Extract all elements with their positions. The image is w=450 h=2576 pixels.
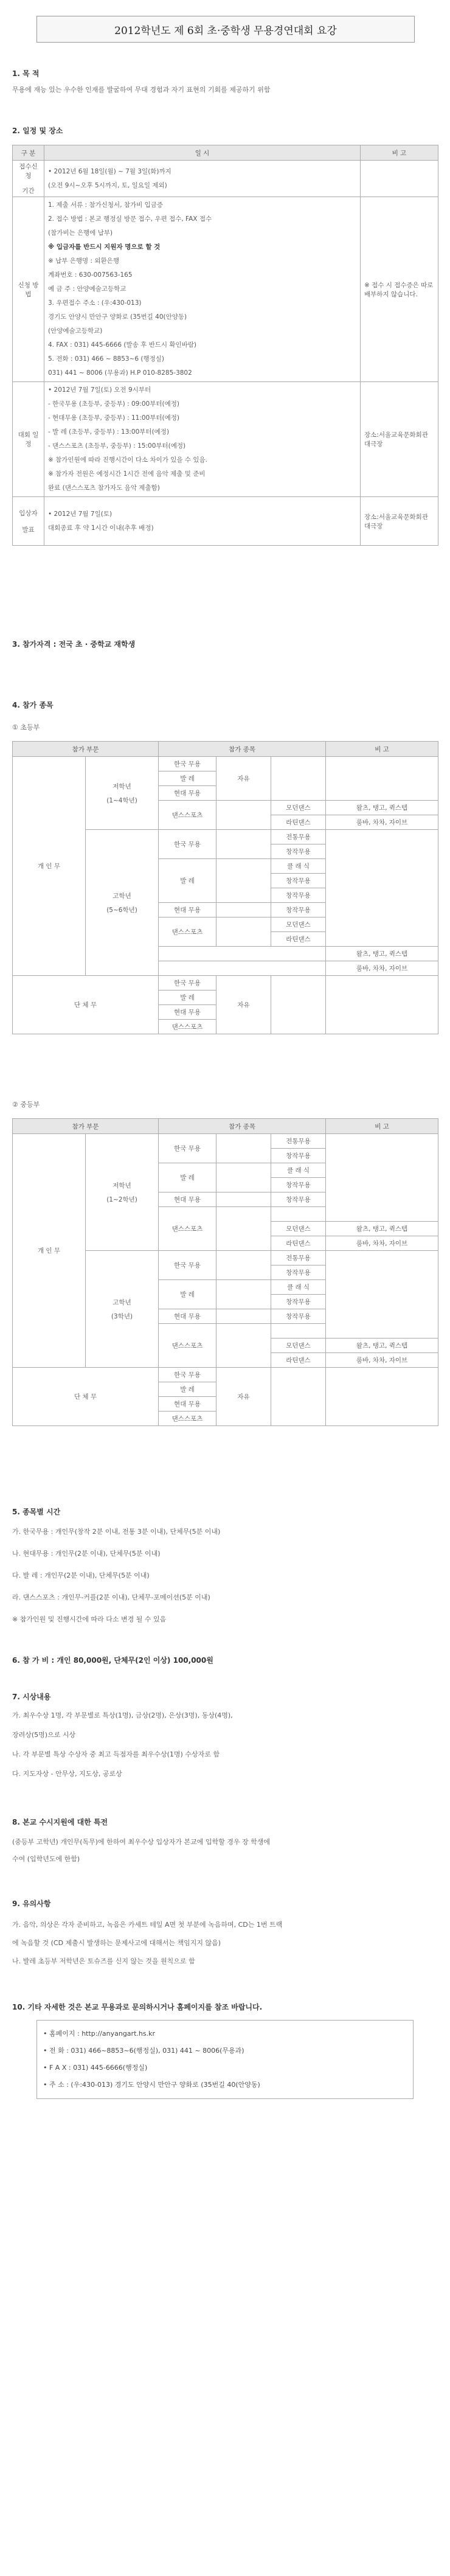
header-division: 참가 부문 xyxy=(13,742,159,757)
event-cell: 발 레 xyxy=(159,1382,216,1397)
elementary-label: ① 초등부 xyxy=(12,723,40,731)
line: 라. 댄스스포츠 : 개인무-커플(2분 이내), 단체무-포메이션(5분 이내) xyxy=(12,1593,210,1601)
event-type: 모던댄스 xyxy=(271,1338,326,1353)
event-type: 모던댄스 xyxy=(271,801,326,815)
section-4-heading: 4. 참가 종목 xyxy=(12,701,54,709)
note-cell: 왈츠, 탱고, 퀵스텝 xyxy=(326,1338,438,1353)
event-type: 창작무용 xyxy=(271,1265,326,1280)
line: ※ 참가인원에 따라 진행시간이 다소 차이가 있을 수 있음. xyxy=(48,456,207,464)
section-6-heading: 6. 참 가 비 : 개인 80,000원, 단체무(2인 이상) 100,000원 xyxy=(12,1656,213,1665)
event-cell: 발 레 xyxy=(159,859,216,903)
header-event: 참가 종목 xyxy=(159,1119,326,1134)
header-category: 구 분 xyxy=(13,145,44,161)
row-label-line: 접수신청 xyxy=(19,163,38,179)
row-note: 장소:서울교육문화회관 대극장 xyxy=(361,497,438,546)
empty-cell xyxy=(216,830,271,859)
section-9-body xyxy=(12,1920,438,1975)
grade-low xyxy=(86,1134,159,1251)
note-cell: 룸바, 차차, 자이브 xyxy=(326,1236,438,1251)
event-type: 창작무용 xyxy=(271,1309,326,1324)
section-9-heading: 9. 유의사항 xyxy=(12,1899,51,1908)
section-5-body xyxy=(12,1527,438,1637)
event-cell: 한국 무용 xyxy=(159,757,216,771)
row-label: 대회 일정 xyxy=(13,382,44,497)
empty-cell xyxy=(216,1207,271,1251)
header-datetime: 일 시 xyxy=(44,145,361,161)
empty-cell xyxy=(216,917,271,947)
line: • 2012년 7월 7일(토) xyxy=(48,510,112,518)
section-8-heading: 8. 본교 수시지원에 대한 특전 xyxy=(12,1818,108,1826)
row-content xyxy=(44,197,361,382)
empty-cell xyxy=(216,1324,271,1368)
line: (안양예술고등학교) xyxy=(48,327,103,335)
empty-cell xyxy=(216,1134,271,1163)
phone-line: • 전 화 : 031) 466~8853~6(행정실), 031) 441 ~ 8006(무용과) xyxy=(43,2047,244,2055)
row-note: ※ 접수 시 접수증은 따로 배부하지 않습니다. xyxy=(361,197,438,382)
grade-high xyxy=(86,830,159,976)
event-type: 창작무용 xyxy=(271,1295,326,1309)
empty-cell xyxy=(216,859,271,903)
line: 가. 음악, 의상은 각자 준비하고, 녹음은 카세트 테잎 A면 첫 부분에 녹음하며, CD는 1번 트랙 xyxy=(12,1921,283,1929)
note-cell: 왈츠, 탱고, 퀵스텝 xyxy=(326,801,438,815)
line: 완료 (댄스스포츠 참가자도 음악 제출함) xyxy=(48,484,160,492)
line: 4. FAX : 031) 445-6666 (발송 후 반드시 확인바람) xyxy=(48,341,197,349)
header-note: 비 고 xyxy=(361,145,438,161)
event-cell: 한국 무용 xyxy=(159,830,216,859)
event-cell: 한국 무용 xyxy=(159,1368,216,1382)
event-type: 창작무용 xyxy=(271,1178,326,1192)
event-type: 라틴댄스 xyxy=(271,1353,326,1368)
section-5-heading: 5. 종목별 시간 xyxy=(12,1508,61,1516)
line: 나. 현대무용 : 개인무(2분 이내), 단체무(5분 이내) xyxy=(12,1550,161,1558)
event-cell: 댄스스포츠 xyxy=(159,1324,216,1368)
grade-range: (1~4학년) xyxy=(106,796,137,804)
line: 장려상(5명)으로 시상 xyxy=(12,1731,76,1739)
row-label-line: 입상자 xyxy=(19,509,38,517)
line: 예 금 주 : 안양예술고등학교 xyxy=(48,285,126,293)
team-group: 단 체 무 xyxy=(13,976,159,1034)
row-label xyxy=(13,497,44,546)
empty-cell xyxy=(159,947,326,961)
section-7-body xyxy=(12,1711,438,1789)
line: (중등부 고학년) 개인무(독무)에 한하여 최우수상 입상자가 본교에 입학할 경우 장 학생에 xyxy=(12,1838,271,1846)
grade-range: (1~2학년) xyxy=(106,1196,137,1203)
individual-group: 개 인 무 xyxy=(13,1134,86,1368)
event-cell: 한국 무용 xyxy=(159,1251,216,1280)
event-type: 모던댄스 xyxy=(271,917,326,932)
grade-range: (3학년) xyxy=(111,1312,133,1320)
line: • 2012년 7월 7일(토) 오전 9시부터 xyxy=(48,386,151,394)
section-2-heading: 2. 일정 및 장소 xyxy=(12,127,63,135)
address-line: • 주 소 : (우:430-013) 경기도 안양시 만안구 양화로 (35번길 40(안양동) xyxy=(43,2081,260,2089)
empty-cell xyxy=(216,801,271,830)
grade-range: (5~6학년) xyxy=(106,906,137,914)
grade-low xyxy=(86,757,159,830)
line: ※ 납부 은행명 : 외환은행 xyxy=(48,257,119,265)
event-type: 창작무용 xyxy=(271,1149,326,1163)
event-cell: 현대 무용 xyxy=(159,1005,216,1020)
line: 다. 발 레 : 개인무(2분 이내), 단체무(5분 이내) xyxy=(12,1572,150,1579)
event-cell: 발 레 xyxy=(159,1163,216,1192)
event-cell: 현대 무용 xyxy=(159,1192,216,1207)
line: 2. 접수 방법 : 본교 행정실 방문 접수, 우편 접수, FAX 접수 xyxy=(48,215,212,223)
header-division: 참가 부문 xyxy=(13,1119,159,1134)
grade-label: 저학년 xyxy=(112,782,131,790)
line: 가. 최우수상 1명, 각 부문별로 특상(1명), 금상(2명), 은상(3명), 동상(4명), xyxy=(12,1711,233,1719)
line: - 발 레 (초등부, 중등부) : 13:00부터(예정) xyxy=(48,428,170,436)
team-group: 단 체 무 xyxy=(13,1368,159,1426)
event-cell: 댄스스포츠 xyxy=(159,801,216,830)
line: 나. 발레 초등부 저학년은 토슈즈를 신지 않는 것을 원칙으로 함 xyxy=(12,1957,195,1965)
event-type: 전통무용 xyxy=(271,830,326,844)
event-cell: 현대 무용 xyxy=(159,1397,216,1412)
note-cell: 왈츠, 탱고, 퀵스텝 xyxy=(326,1222,438,1236)
line: 수여 (입학년도에 한함) xyxy=(12,1855,80,1863)
event-type: 자유 xyxy=(216,976,271,1034)
empty-cell xyxy=(216,1280,271,1309)
event-cell: 발 레 xyxy=(159,990,216,1005)
note-cell xyxy=(326,1251,438,1338)
header-note: 비 고 xyxy=(326,1119,438,1134)
note-cell xyxy=(326,1368,438,1426)
line: 3. 우편접수 주소 : (우:430-013) xyxy=(48,299,142,307)
line: ※ 참가자 전원은 예정시간 1시간 전에 음악 제출 및 준비 xyxy=(48,470,206,478)
section-1-text: 무용에 재능 있는 우수한 인재를 발굴하여 무대 경험과 자기 표현의 기회를 제공하기 위함 xyxy=(12,86,271,94)
homepage-link[interactable]: • 홈페이지 : http://anyangart.hs.kr xyxy=(43,2030,155,2038)
event-type: 라틴댄스 xyxy=(271,932,326,947)
event-cell: 발 레 xyxy=(159,1280,216,1309)
event-type: 라틴댄스 xyxy=(271,815,326,830)
line: (오전 9시~오후 5시까지, 토, 일요일 제외) xyxy=(48,181,167,189)
row-label xyxy=(13,161,44,197)
line: 계좌번호 : 630-007563-165 xyxy=(48,271,133,279)
header-event: 참가 종목 xyxy=(159,742,326,757)
note-cell xyxy=(326,830,438,947)
event-cell: 발 레 xyxy=(159,771,216,786)
contact-box xyxy=(36,2020,414,2099)
grade-high xyxy=(86,1251,159,1368)
line: 가. 한국무용 : 개인무(창작 2분 이내, 전통 3분 이내), 단체무(5분 이내) xyxy=(12,1528,221,1536)
event-type: 자유 xyxy=(216,757,271,801)
line: 에 녹음할 것 (CD 제출시 발생하는 문제사고에 대해서는 책임지지 않음) xyxy=(12,1939,221,1947)
note-cell: 룸바, 차차, 자이브 xyxy=(326,961,438,976)
row-note: 장소:서울교육문화회관 대극장 xyxy=(361,382,438,497)
event-cell: 현대 무용 xyxy=(159,786,216,801)
line: - 댄스스포츠 (초등부, 중등부) : 15:00부터(예정) xyxy=(48,442,186,450)
event-type: 클 래 식 xyxy=(271,1280,326,1295)
note-cell: 룸바, 차차, 자이브 xyxy=(326,815,438,830)
empty-cell xyxy=(271,1324,326,1338)
event-type: 창작무용 xyxy=(271,903,326,917)
row-note xyxy=(361,161,438,197)
row-label-line: 기간 xyxy=(22,187,35,195)
section-1-heading: 1. 목 적 xyxy=(12,69,40,78)
event-type: 모던댄스 xyxy=(271,1222,326,1236)
section-8-body xyxy=(12,1837,438,1871)
event-cell: 댄스스포츠 xyxy=(159,1412,216,1426)
row-content xyxy=(44,161,361,197)
schedule-table xyxy=(12,145,438,546)
event-type: 전통무용 xyxy=(271,1251,326,1265)
note-cell xyxy=(326,976,438,1034)
middle-events-table xyxy=(12,1118,438,1426)
event-type: 창작무용 xyxy=(271,874,326,888)
row-label: 신청 방법 xyxy=(13,197,44,382)
grade-label: 고학년 xyxy=(112,1298,131,1306)
event-type: 클 래 식 xyxy=(271,859,326,874)
line: 1. 제출 서류 : 참가신청서, 참가비 입금증 xyxy=(48,201,164,209)
event-cell: 댄스스포츠 xyxy=(159,917,216,947)
grade-label: 고학년 xyxy=(112,892,131,900)
event-type: 창작무용 xyxy=(271,1192,326,1207)
section-10-heading: 10. 기타 자세한 것은 본교 무용과로 문의하시거나 홈페이지를 참조 바랍니다. xyxy=(12,2003,263,2011)
line: 대회종료 후 약 1시간 이내(추후 배정) xyxy=(48,524,154,532)
line: 나. 각 부문별 특상 수상자 중 최고 득점자를 최우수상(1명) 수상자로 함 xyxy=(12,1750,220,1758)
elementary-events-table xyxy=(12,741,438,1034)
event-cell: 현대 무용 xyxy=(159,903,216,917)
individual-group: 개 인 무 xyxy=(13,757,86,976)
note-cell: 왈츠, 탱고, 퀵스텝 xyxy=(326,947,438,961)
empty-cell xyxy=(159,961,326,976)
page-title: 2012학년도 제 6회 초·중학생 무용경연대회 요강 xyxy=(36,16,415,43)
empty-cell xyxy=(271,1207,326,1222)
fax-line: • F A X : 031) 445-6666(행정실) xyxy=(43,2064,148,2072)
empty-cell xyxy=(271,757,326,801)
empty-cell xyxy=(216,1192,271,1207)
line: 031) 441 ~ 8006 (무용과) H.P 010-8285-3802 xyxy=(48,369,192,377)
event-cell: 댄스스포츠 xyxy=(159,1020,216,1034)
line: 경기도 안양시 만안구 양화로 (35번길 40(안양동) xyxy=(48,313,187,321)
event-type: 전통무용 xyxy=(271,1134,326,1149)
line: 5. 전화 : 031) 466 ~ 8853~6 (행정실) xyxy=(48,355,165,363)
event-cell: 한국 무용 xyxy=(159,976,216,990)
empty-cell xyxy=(216,1309,271,1324)
line: (참가비는 은행에 납부) xyxy=(48,229,113,237)
event-type: 창작무용 xyxy=(271,888,326,903)
note-cell xyxy=(326,1134,438,1222)
line: ※ 입금자를 반드시 지원자 명으로 할 것 xyxy=(48,243,161,251)
line: • 2012년 6월 18일(월) ~ 7월 3일(화)까지 xyxy=(48,167,171,175)
event-type: 클 래 식 xyxy=(271,1163,326,1178)
section-3-heading: 3. 참가자격 : 전국 초 · 중학교 재학생 xyxy=(12,640,136,649)
event-type: 자유 xyxy=(216,1368,271,1426)
section-7-heading: 7. 시상내용 xyxy=(12,1693,51,1701)
grade-label: 저학년 xyxy=(112,1182,131,1189)
note-cell: 룸바, 차차, 자이브 xyxy=(326,1353,438,1368)
event-cell: 댄스스포츠 xyxy=(159,1207,216,1251)
empty-cell xyxy=(216,903,271,917)
middle-label: ② 중등부 xyxy=(12,1101,40,1109)
empty-cell xyxy=(216,1251,271,1280)
line: - 한국무용 (초등부, 중등부) : 09:00부터(예정) xyxy=(48,400,179,408)
header-note: 비 고 xyxy=(326,742,438,757)
event-cell: 현대 무용 xyxy=(159,1309,216,1324)
row-content xyxy=(44,497,361,546)
row-label-line: 발표 xyxy=(22,526,35,534)
empty-cell xyxy=(271,1368,326,1426)
note-cell xyxy=(326,757,438,801)
empty-cell xyxy=(271,976,326,1034)
event-type: 창작무용 xyxy=(271,844,326,859)
event-cell: 한국 무용 xyxy=(159,1134,216,1163)
line: 다. 지도자상 - 안무상, 지도상, 공로상 xyxy=(12,1770,122,1778)
row-content xyxy=(44,382,361,497)
empty-cell xyxy=(216,1163,271,1192)
event-type: 라틴댄스 xyxy=(271,1236,326,1251)
line: ※ 참가인원 및 진행시간에 따라 다소 변경 될 수 있음 xyxy=(12,1615,167,1623)
line: - 현대무용 (초등부, 중등부) : 11:00부터(예정) xyxy=(48,414,179,422)
